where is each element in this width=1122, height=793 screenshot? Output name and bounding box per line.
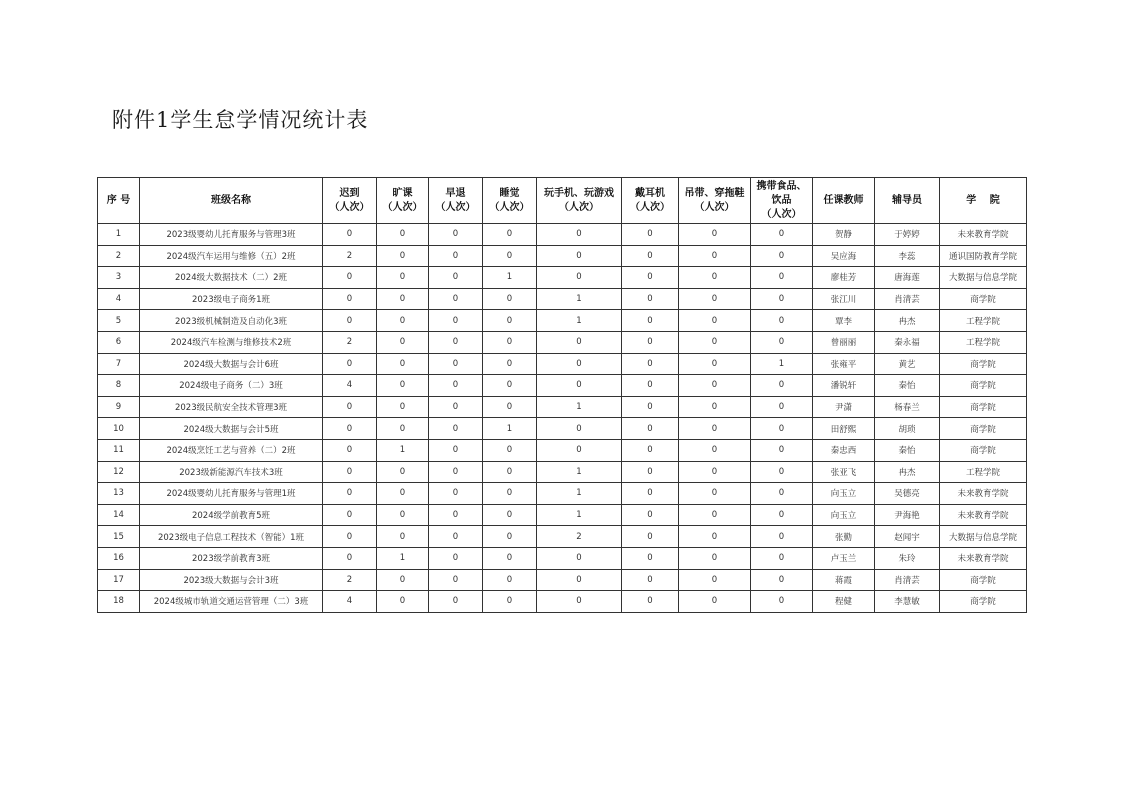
table-row — [98, 245, 1027, 267]
cell-counselor: 唐海莲 — [875, 267, 940, 289]
table-row — [98, 569, 1027, 591]
header-late — [323, 178, 377, 224]
cell-dress-slippers: 0 — [679, 591, 751, 613]
header-line: （人次） — [761, 208, 802, 220]
table-row — [98, 547, 1027, 569]
cell-sleeping: 0 — [483, 245, 537, 267]
cell-absent: 0 — [377, 353, 429, 375]
cell-teacher: 张雍平 — [813, 353, 875, 375]
cell-class-name: 2024级汽车检测与维修技术2班 — [140, 331, 323, 353]
cell-sleeping: 0 — [483, 353, 537, 375]
cell-counselor: 黄艺 — [875, 353, 940, 375]
cell-dress-slippers: 0 — [679, 267, 751, 289]
header-line: （人次） — [489, 201, 530, 213]
cell-late: 0 — [323, 267, 377, 289]
cell-phone-games: 2 — [537, 526, 622, 548]
cell-index: 4 — [98, 288, 140, 310]
cell-late: 0 — [323, 439, 377, 461]
cell-phone-games: 1 — [537, 483, 622, 505]
cell-index: 10 — [98, 418, 140, 440]
cell-phone-games: 1 — [537, 310, 622, 332]
cell-absent: 0 — [377, 245, 429, 267]
cell-absent: 0 — [377, 310, 429, 332]
cell-phone-games: 0 — [537, 569, 622, 591]
cell-dress-slippers: 0 — [679, 504, 751, 526]
cell-late: 2 — [323, 569, 377, 591]
cell-dress-slippers: 0 — [679, 245, 751, 267]
cell-index: 11 — [98, 439, 140, 461]
table-header-row — [98, 178, 1027, 224]
cell-food-drinks: 0 — [751, 331, 813, 353]
cell-absent: 0 — [377, 396, 429, 418]
header-line: 序 号 — [106, 194, 131, 206]
cell-absent: 0 — [377, 591, 429, 613]
cell-food-drinks: 0 — [751, 504, 813, 526]
cell-absent: 0 — [377, 461, 429, 483]
cell-class-name: 2023级民航安全技术管理3班 — [140, 396, 323, 418]
cell-phone-games: 0 — [537, 224, 622, 246]
cell-late: 0 — [323, 288, 377, 310]
header-line: 早退 — [445, 187, 466, 199]
cell-absent: 0 — [377, 418, 429, 440]
cell-counselor: 秦怡 — [875, 375, 940, 397]
cell-teacher: 田舒熙 — [813, 418, 875, 440]
cell-index: 12 — [98, 461, 140, 483]
cell-early-leave: 0 — [429, 418, 483, 440]
cell-college: 大数据与信息学院 — [940, 526, 1027, 548]
cell-dress-slippers: 0 — [679, 331, 751, 353]
cell-late: 0 — [323, 353, 377, 375]
header-line: 学 院 — [966, 194, 1000, 206]
cell-phone-games: 1 — [537, 461, 622, 483]
cell-sleeping: 0 — [483, 224, 537, 246]
header-food-drinks — [751, 178, 813, 224]
header-college — [940, 178, 1027, 224]
table-row — [98, 310, 1027, 332]
cell-counselor: 肖清芸 — [875, 569, 940, 591]
cell-late: 0 — [323, 526, 377, 548]
cell-sleeping: 0 — [483, 547, 537, 569]
cell-counselor: 冉杰 — [875, 461, 940, 483]
cell-dress-slippers: 0 — [679, 526, 751, 548]
header-line: 辅导员 — [892, 194, 922, 206]
header-line: 班级名称 — [211, 194, 251, 206]
cell-college: 工程学院 — [940, 461, 1027, 483]
cell-early-leave: 0 — [429, 224, 483, 246]
cell-teacher: 尹潇 — [813, 396, 875, 418]
cell-earphones: 0 — [622, 245, 679, 267]
cell-late: 0 — [323, 483, 377, 505]
cell-late: 0 — [323, 461, 377, 483]
cell-index: 6 — [98, 331, 140, 353]
cell-sleeping: 0 — [483, 396, 537, 418]
cell-absent: 0 — [377, 375, 429, 397]
cell-counselor: 赵闻宇 — [875, 526, 940, 548]
cell-counselor: 李慧敏 — [875, 591, 940, 613]
cell-class-name: 2023级婴幼儿托育服务与管理3班 — [140, 224, 323, 246]
cell-earphones: 0 — [622, 547, 679, 569]
cell-absent: 0 — [377, 504, 429, 526]
cell-earphones: 0 — [622, 504, 679, 526]
cell-food-drinks: 0 — [751, 310, 813, 332]
cell-sleeping: 0 — [483, 504, 537, 526]
cell-college: 未来教育学院 — [940, 483, 1027, 505]
cell-college: 商学院 — [940, 396, 1027, 418]
cell-sleeping: 0 — [483, 288, 537, 310]
table-row — [98, 439, 1027, 461]
cell-late: 0 — [323, 310, 377, 332]
table-row — [98, 375, 1027, 397]
header-teacher — [813, 178, 875, 224]
cell-food-drinks: 0 — [751, 483, 813, 505]
cell-class-name: 2024级婴幼儿托育服务与管理1班 — [140, 483, 323, 505]
cell-sleeping: 1 — [483, 267, 537, 289]
cell-food-drinks: 0 — [751, 267, 813, 289]
cell-counselor: 杨春兰 — [875, 396, 940, 418]
cell-phone-games: 0 — [537, 439, 622, 461]
cell-late: 4 — [323, 591, 377, 613]
cell-late: 2 — [323, 331, 377, 353]
cell-teacher: 向玉立 — [813, 504, 875, 526]
header-sleeping — [483, 178, 537, 224]
cell-early-leave: 0 — [429, 396, 483, 418]
cell-earphones: 0 — [622, 461, 679, 483]
cell-earphones: 0 — [622, 569, 679, 591]
table-row — [98, 396, 1027, 418]
cell-teacher: 张江川 — [813, 288, 875, 310]
cell-earphones: 0 — [622, 396, 679, 418]
header-class-name — [140, 178, 323, 224]
cell-early-leave: 0 — [429, 439, 483, 461]
table-row — [98, 591, 1027, 613]
cell-early-leave: 0 — [429, 526, 483, 548]
cell-absent: 0 — [377, 267, 429, 289]
cell-sleeping: 0 — [483, 310, 537, 332]
cell-absent: 0 — [377, 569, 429, 591]
cell-teacher: 覃李 — [813, 310, 875, 332]
cell-late: 0 — [323, 504, 377, 526]
cell-phone-games: 0 — [537, 331, 622, 353]
cell-index: 3 — [98, 267, 140, 289]
cell-sleeping: 0 — [483, 569, 537, 591]
cell-class-name: 2023级电子信息工程技术（智能）1班 — [140, 526, 323, 548]
cell-food-drinks: 0 — [751, 439, 813, 461]
header-line: 吊带、穿拖鞋 — [684, 187, 745, 199]
cell-counselor: 胡琐 — [875, 418, 940, 440]
cell-absent: 0 — [377, 224, 429, 246]
cell-college: 商学院 — [940, 439, 1027, 461]
cell-class-name: 2024级烹饪工艺与营养（二）2班 — [140, 439, 323, 461]
cell-teacher: 贺静 — [813, 224, 875, 246]
cell-early-leave: 0 — [429, 504, 483, 526]
cell-early-leave: 0 — [429, 310, 483, 332]
cell-earphones: 0 — [622, 353, 679, 375]
cell-dress-slippers: 0 — [679, 310, 751, 332]
cell-food-drinks: 0 — [751, 591, 813, 613]
cell-food-drinks: 0 — [751, 526, 813, 548]
cell-earphones: 0 — [622, 375, 679, 397]
cell-early-leave: 0 — [429, 331, 483, 353]
cell-food-drinks: 0 — [751, 569, 813, 591]
cell-late: 2 — [323, 245, 377, 267]
cell-late: 0 — [323, 224, 377, 246]
cell-teacher: 秦忠西 — [813, 439, 875, 461]
cell-phone-games: 0 — [537, 353, 622, 375]
cell-earphones: 0 — [622, 224, 679, 246]
cell-sleeping: 0 — [483, 461, 537, 483]
header-line: （人次） — [382, 201, 423, 213]
cell-food-drinks: 0 — [751, 418, 813, 440]
cell-class-name: 2024级大数据与会计5班 — [140, 418, 323, 440]
cell-teacher: 曾丽丽 — [813, 331, 875, 353]
header-line: （人次） — [559, 201, 599, 213]
header-absent — [377, 178, 429, 224]
cell-food-drinks: 0 — [751, 396, 813, 418]
cell-college: 商学院 — [940, 353, 1027, 375]
header-counselor — [875, 178, 940, 224]
cell-sleeping: 1 — [483, 418, 537, 440]
cell-counselor: 尹海艳 — [875, 504, 940, 526]
table-row — [98, 267, 1027, 289]
cell-index: 2 — [98, 245, 140, 267]
table-row — [98, 504, 1027, 526]
header-line: 戴耳机 — [635, 187, 665, 199]
cell-early-leave: 0 — [429, 288, 483, 310]
cell-phone-games: 1 — [537, 288, 622, 310]
header-line: 任课教师 — [823, 194, 864, 206]
cell-college: 未来教育学院 — [940, 547, 1027, 569]
cell-absent: 1 — [377, 547, 429, 569]
cell-earphones: 0 — [622, 288, 679, 310]
header-line: 玩手机、玩游戏 — [544, 187, 614, 199]
cell-dress-slippers: 0 — [679, 439, 751, 461]
cell-college: 商学院 — [940, 418, 1027, 440]
cell-college: 未来教育学院 — [940, 224, 1027, 246]
header-earphones — [622, 178, 679, 224]
cell-earphones: 0 — [622, 267, 679, 289]
header-dress-slippers — [679, 178, 751, 224]
statistics-table — [97, 177, 1027, 613]
cell-phone-games: 0 — [537, 591, 622, 613]
cell-class-name: 2023级电子商务1班 — [140, 288, 323, 310]
cell-phone-games: 1 — [537, 396, 622, 418]
cell-food-drinks: 0 — [751, 288, 813, 310]
header-line: （人次） — [329, 201, 370, 213]
cell-college: 通识国防教育学院 — [940, 245, 1027, 267]
cell-teacher: 吴应海 — [813, 245, 875, 267]
cell-phone-games: 0 — [537, 267, 622, 289]
cell-phone-games: 0 — [537, 547, 622, 569]
cell-teacher: 张勤 — [813, 526, 875, 548]
cell-counselor: 于婷婷 — [875, 224, 940, 246]
cell-college: 商学院 — [940, 569, 1027, 591]
cell-sleeping: 0 — [483, 439, 537, 461]
cell-earphones: 0 — [622, 591, 679, 613]
cell-teacher: 蒋霞 — [813, 569, 875, 591]
header-line: 睡觉 — [499, 187, 520, 199]
cell-phone-games: 1 — [537, 504, 622, 526]
cell-absent: 0 — [377, 331, 429, 353]
cell-late: 0 — [323, 418, 377, 440]
header-phone-games — [537, 178, 622, 224]
header-index — [98, 178, 140, 224]
cell-sleeping: 0 — [483, 375, 537, 397]
cell-index: 5 — [98, 310, 140, 332]
table-row — [98, 331, 1027, 353]
cell-dress-slippers: 0 — [679, 353, 751, 375]
cell-class-name: 2024级城市轨道交通运营管理（二）3班 — [140, 591, 323, 613]
cell-index: 9 — [98, 396, 140, 418]
cell-absent: 0 — [377, 288, 429, 310]
cell-dress-slippers: 0 — [679, 483, 751, 505]
cell-counselor: 吴德亮 — [875, 483, 940, 505]
cell-earphones: 0 — [622, 483, 679, 505]
header-line: 迟到 — [339, 187, 360, 199]
cell-late: 0 — [323, 396, 377, 418]
header-line: 饮品 — [771, 194, 792, 206]
cell-index: 16 — [98, 547, 140, 569]
cell-class-name: 2023级机械制造及自动化3班 — [140, 310, 323, 332]
cell-counselor: 朱玲 — [875, 547, 940, 569]
table-row — [98, 526, 1027, 548]
cell-college: 大数据与信息学院 — [940, 267, 1027, 289]
cell-sleeping: 0 — [483, 591, 537, 613]
cell-dress-slippers: 0 — [679, 375, 751, 397]
cell-early-leave: 0 — [429, 461, 483, 483]
cell-late: 4 — [323, 375, 377, 397]
cell-dress-slippers: 0 — [679, 288, 751, 310]
cell-absent: 1 — [377, 439, 429, 461]
cell-index: 14 — [98, 504, 140, 526]
header-line: 旷课 — [392, 187, 413, 199]
cell-early-leave: 0 — [429, 483, 483, 505]
cell-phone-games: 0 — [537, 375, 622, 397]
cell-college: 商学院 — [940, 375, 1027, 397]
cell-absent: 0 — [377, 483, 429, 505]
document-title: 附件1学生怠学情况统计表 — [112, 108, 369, 132]
cell-early-leave: 0 — [429, 591, 483, 613]
cell-dress-slippers: 0 — [679, 224, 751, 246]
cell-earphones: 0 — [622, 418, 679, 440]
cell-index: 13 — [98, 483, 140, 505]
cell-counselor: 秦永福 — [875, 331, 940, 353]
cell-earphones: 0 — [622, 331, 679, 353]
cell-early-leave: 0 — [429, 375, 483, 397]
cell-absent: 0 — [377, 526, 429, 548]
cell-college: 工程学院 — [940, 310, 1027, 332]
cell-food-drinks: 0 — [751, 547, 813, 569]
cell-early-leave: 0 — [429, 547, 483, 569]
cell-food-drinks: 0 — [751, 461, 813, 483]
cell-index: 17 — [98, 569, 140, 591]
cell-teacher: 程健 — [813, 591, 875, 613]
cell-sleeping: 0 — [483, 483, 537, 505]
table-row — [98, 224, 1027, 246]
cell-index: 7 — [98, 353, 140, 375]
cell-class-name: 2023级新能源汽车技术3班 — [140, 461, 323, 483]
cell-food-drinks: 0 — [751, 375, 813, 397]
cell-class-name: 2024级大数据技术（二）2班 — [140, 267, 323, 289]
cell-index: 1 — [98, 224, 140, 246]
cell-class-name: 2024级大数据与会计6班 — [140, 353, 323, 375]
table-row — [98, 288, 1027, 310]
cell-class-name: 2024级汽车运用与维修（五）2班 — [140, 245, 323, 267]
cell-earphones: 0 — [622, 310, 679, 332]
header-line: 携带食品、 — [756, 180, 807, 192]
cell-sleeping: 0 — [483, 526, 537, 548]
cell-teacher: 潘锐轩 — [813, 375, 875, 397]
table-row — [98, 483, 1027, 505]
cell-teacher: 廖桂芳 — [813, 267, 875, 289]
cell-dress-slippers: 0 — [679, 418, 751, 440]
cell-college: 工程学院 — [940, 331, 1027, 353]
cell-counselor: 秦怡 — [875, 439, 940, 461]
cell-index: 8 — [98, 375, 140, 397]
cell-early-leave: 0 — [429, 353, 483, 375]
table-body — [98, 224, 1027, 613]
header-line: （人次） — [435, 201, 476, 213]
cell-class-name: 2023级学前教育3班 — [140, 547, 323, 569]
cell-college: 商学院 — [940, 288, 1027, 310]
header-line: （人次） — [630, 201, 670, 213]
cell-dress-slippers: 0 — [679, 461, 751, 483]
cell-teacher: 张亚飞 — [813, 461, 875, 483]
cell-index: 18 — [98, 591, 140, 613]
cell-class-name: 2024级学前教育5班 — [140, 504, 323, 526]
cell-index: 15 — [98, 526, 140, 548]
cell-class-name: 2024级电子商务（二）3班 — [140, 375, 323, 397]
cell-earphones: 0 — [622, 526, 679, 548]
cell-counselor: 李蕊 — [875, 245, 940, 267]
cell-college: 商学院 — [940, 591, 1027, 613]
cell-phone-games: 0 — [537, 245, 622, 267]
cell-college: 未来教育学院 — [940, 504, 1027, 526]
cell-dress-slippers: 0 — [679, 547, 751, 569]
header-line: （人次） — [694, 201, 735, 213]
cell-late: 0 — [323, 547, 377, 569]
cell-food-drinks: 0 — [751, 245, 813, 267]
cell-early-leave: 0 — [429, 267, 483, 289]
table-row — [98, 461, 1027, 483]
cell-dress-slippers: 0 — [679, 569, 751, 591]
cell-teacher: 卢玉兰 — [813, 547, 875, 569]
cell-phone-games: 0 — [537, 418, 622, 440]
cell-early-leave: 0 — [429, 569, 483, 591]
cell-dress-slippers: 0 — [679, 396, 751, 418]
cell-class-name: 2023级大数据与会计3班 — [140, 569, 323, 591]
cell-earphones: 0 — [622, 439, 679, 461]
header-early-leave — [429, 178, 483, 224]
cell-food-drinks: 1 — [751, 353, 813, 375]
cell-sleeping: 0 — [483, 331, 537, 353]
cell-teacher: 向玉立 — [813, 483, 875, 505]
cell-counselor: 肖清芸 — [875, 288, 940, 310]
table-row — [98, 353, 1027, 375]
cell-counselor: 冉杰 — [875, 310, 940, 332]
table-row — [98, 418, 1027, 440]
cell-early-leave: 0 — [429, 245, 483, 267]
cell-food-drinks: 0 — [751, 224, 813, 246]
